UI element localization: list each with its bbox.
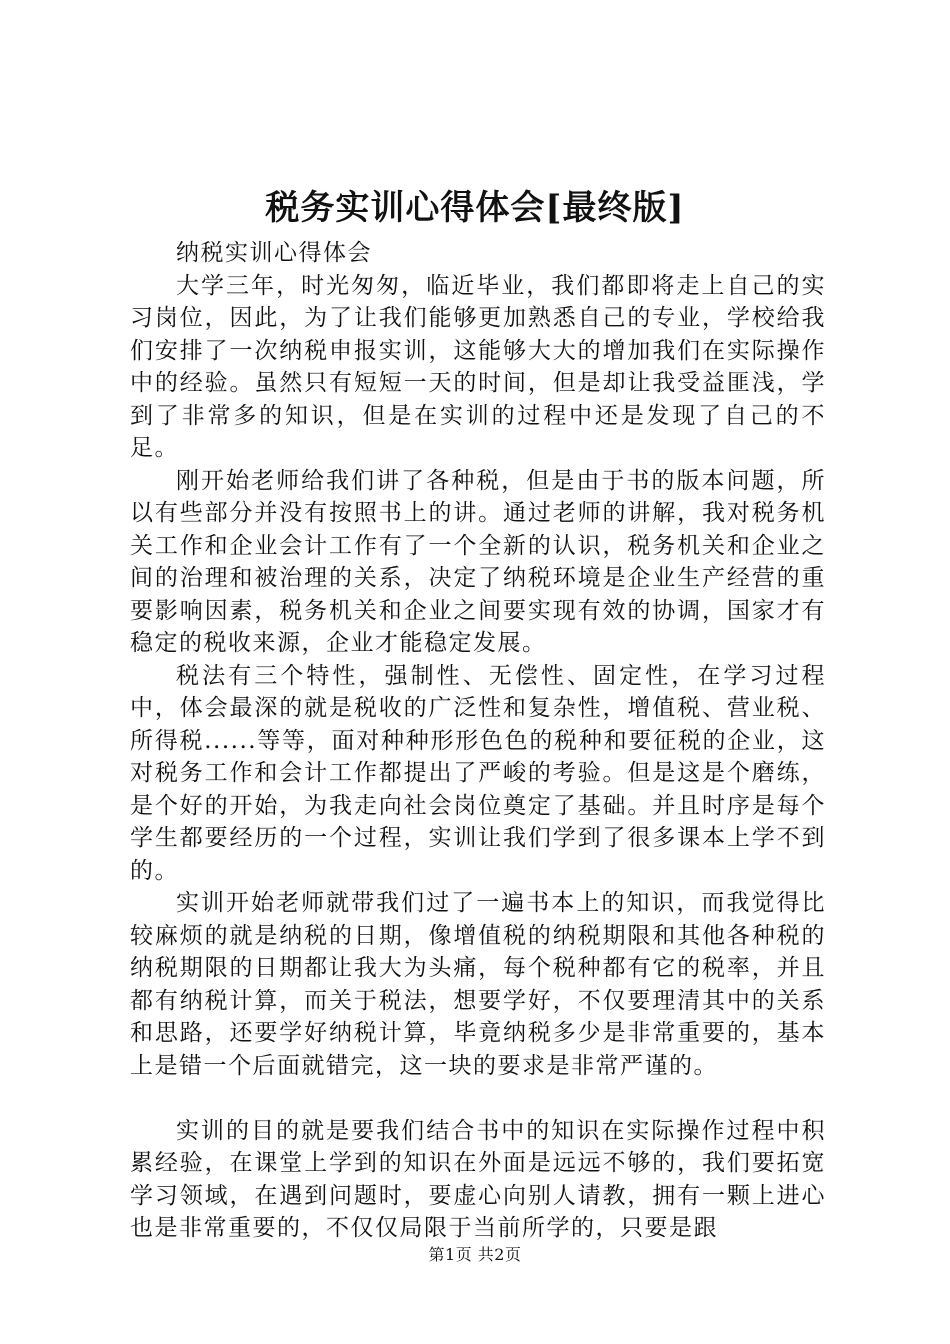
subheading: 纳税实训心得体会 [176, 240, 372, 266]
document-body [130, 237, 826, 1245]
document-title: 税务实训心得体会[最终版] [265, 188, 685, 228]
paragraph-2: 刚开始老师给我们讲了各种税，但是由于书的版本问题，所以有些部分并没有按照书上的讲。通过老师的讲解，我对税务机关工作和企业会计工作有了一个全新的认识，税务机关和企业之间的治理和被治理的关系，决定了纳税环境是企业生产经营的重要影响因素，税务机关和企业之间要实现有效的协调，国家才有稳定的税收来源，企业才能稳定发展。 [130, 467, 826, 656]
paragraph-1: 大学三年，时光匆匆，临近毕业，我们都即将走上自己的实习岗位，因此，为了让我们能够更加熟悉自己的专业，学校给我们安排了一次纳税申报实训，这能够大大的增加我们在实际操作中的经验。虽然只有短短一天的时间，但是却让我受益匪浅，学到了非常多的知识，但是在实训的过程中还是发现了自己的不足。 [130, 272, 826, 461]
paragraph-3: 税法有三个特性，强制性、无偿性、固定性，在学习过程中，体会最深的就是税收的广泛性和复杂性，增值税、营业税、所得税......等等，面对种种形形色色的税种和要征税的企业，这对税务工作和会计工作都提出了严峻的考验。但是这是个磨练，是个好的开始，为我走向社会岗位奠定了基础。并且时序是每个学生都要经历的一个过程，实训让我们学到了很多课本上学不到的。 [130, 662, 826, 884]
paragraph-5: 实训的目的就是要我们结合书中的知识在实际操作过程中积累经验，在课堂上学到的知识在外面是远远不够的，我们要拓宽学习领域，在遇到问题时，要虚心向别人请教，拥有一颗上进心也是非常重要的，不仅仅局限于当前所学的，只要是跟 [130, 1117, 826, 1241]
paragraph-4: 实训开始老师就带我们过了一遍书本上的知识，而我觉得比较麻烦的就是纳税的日期，像增值税的纳税期限和其他各种税的纳税期限的日期都让我大为头痛，每个税种都有它的税率，并且都有纳税计算，而关于税法，想要学好，不仅要理清其中的关系和思路，还要学好纳税计算，毕竟纳税多少是非常重要的，基本上是错一个后面就错完，这一块的要求是非常严谨的。 [130, 890, 826, 1079]
page-footer: 第1页 共2页 [428, 1245, 522, 1264]
